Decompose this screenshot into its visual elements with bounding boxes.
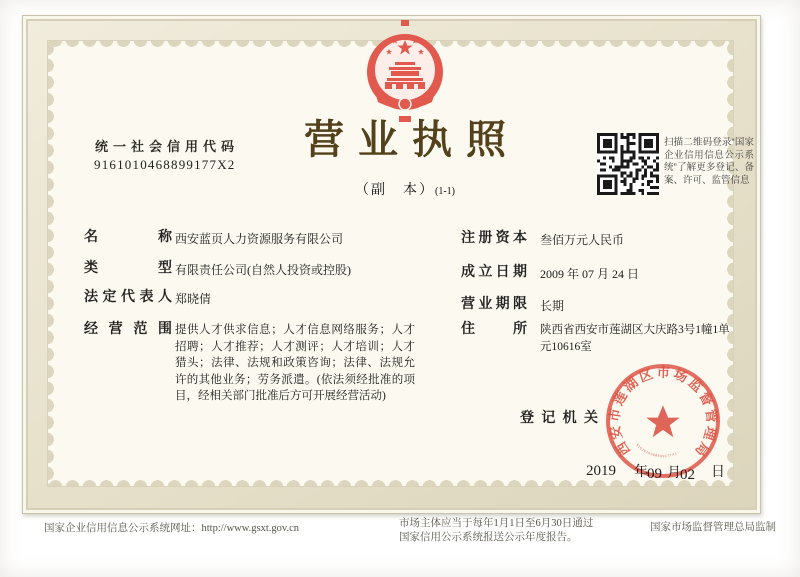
field-label-business-scope: 经营范围 (84, 322, 172, 337)
field-label-legal-representative: 法定代表人 (84, 290, 172, 305)
field-label-registered-capital: 注册资本 (461, 231, 527, 246)
footer-annual-report-line2: 国家信用公示系统报送公示年度报告。 (399, 531, 578, 543)
registration-authority-label: 登记机关 (520, 411, 598, 426)
qr-caption: 扫描二维码登录“国家企业信用信息公示系统”了解更多登记、备案、许可、监管信息 (664, 137, 754, 186)
field-value-business-term: 长期 (540, 299, 565, 313)
credit-code-label: 统一社会信用代码 (95, 139, 240, 154)
field-value-legal-representative: 郑晓倩 (175, 292, 212, 306)
field-label-business-term: 营业期限 (461, 297, 527, 312)
license-title: 营业执照 (304, 117, 520, 162)
date-month-unit: 月 (667, 466, 681, 481)
footer-supervision-credit: 国家市场监督管理总局监制 (650, 522, 776, 533)
field-value-name: 西安蓝页人力资源服务有限公司 (175, 232, 344, 246)
footer-publicity-url: 国家企业信用信息公示系统网址：http://www.gsxt.gov.cn (44, 523, 300, 534)
field-label-name: 名称 (84, 230, 172, 245)
date-month: 09 (647, 466, 662, 482)
field-value-registered-capital: 叁佰万元人民币 (540, 233, 625, 247)
svg-text:9161010468899177X2 (635, 443, 678, 458)
credit-code-value: 9161010468899177X2 (94, 157, 236, 172)
date-year-unit: 年 (634, 465, 648, 480)
seal-text: 西安市莲湖区市场监督管理局 (606, 364, 720, 462)
qr-code (597, 133, 659, 195)
field-label-type: 类型 (84, 261, 172, 276)
seal-code: 9161010468899177X2 (635, 442, 678, 459)
field-label-address: 住所 (461, 322, 527, 337)
license-subtitle (275, 179, 535, 199)
field-value-establish-date: 2009 年 07 月 24 日 (540, 267, 640, 281)
field-value-type: 有限责任公司(自然人投资或控股) (175, 263, 351, 277)
date-day: 02 (680, 467, 695, 483)
national-emblem-icon (365, 20, 445, 124)
official-seal (603, 361, 723, 481)
subtitle-text: （副 本） (355, 183, 435, 198)
date-year: 2019 (586, 463, 616, 479)
footer-annual-report-line1: 市场主体应当于每年1月1日至6月30日通过 (399, 518, 594, 529)
footer-annual-report-note (399, 517, 649, 544)
field-value-address: 陕西省西安市莲湖区大庆路3号1幢1单元10616室 (540, 324, 730, 353)
field-label-establish-date: 成立日期 (461, 265, 527, 280)
copy-number: (1-1) (435, 186, 455, 197)
field-value-business-scope: 提供人才供求信息；人才信息网络服务；人才招聘；人才推荐；人才测评；人才培训；人才猎头；法律、法规和政策咨询；法律、法规允许的其他业务；劳务派遣。(依法须经批准的项目，经相关部门批准后方可开展经营活动) (175, 324, 415, 402)
date-day-unit: 日 (711, 465, 725, 480)
